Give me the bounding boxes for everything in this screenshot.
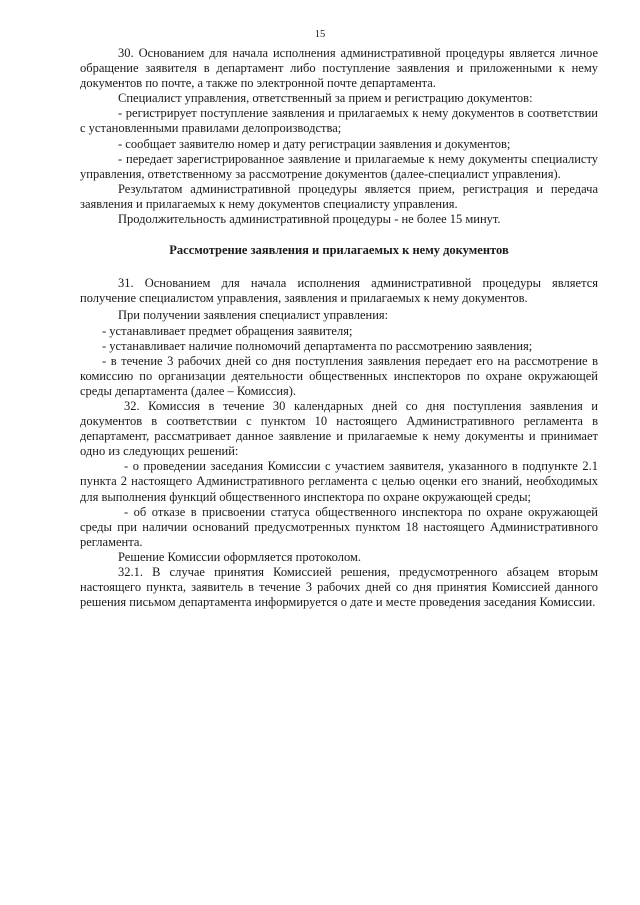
- list-item-authority: - устанавливает наличие полномочий департамента по рассмотрению заявления;: [102, 338, 533, 353]
- paragraph-protocol: Решение Комиссии оформляется протоколом.: [118, 549, 362, 564]
- page-number: 15: [314, 29, 326, 40]
- list-item-commission-transfer: - в течение 3 рабочих дней со дня поступления заявления передает его на рассмотрение в комиссию по организации деятельности общественных инспекторов по охране окружающей среды департамента (далее – Комиссия).: [80, 353, 598, 398]
- list-item-informs-number: - сообщает заявителю номер и дату регистрации заявления и документов;: [118, 136, 511, 151]
- list-item-meeting-decision: - о проведении заседания Комиссии с участием заявителя, указанного в подпункте 2.1 пункта 2 настоящего Административного регламента с целью оценки его знаний, необходимых для выполнения функций общественного инспектора по охране окружающей среды;: [80, 459, 598, 504]
- section-heading: Рассмотрение заявления и прилагаемых к нему документов: [169, 243, 509, 258]
- list-item-registers: - регистрирует поступление заявления и прилагаемых к нему документов в соответствии с установленными правилами делопроизводства;: [80, 106, 598, 136]
- paragraph-32-1: 32.1. В случае принятия Комиссией решения, предусмотренного абзацем вторым настоящего пункта, заявитель в течение 3 рабочих дней со дня принятия Комиссией данного решения письмом департамента информируется о дате и месте проведения заседания Комиссии.: [80, 565, 598, 610]
- document-body: [80, 46, 598, 610]
- list-item-transfers: - передает зарегистрированное заявление и прилагаемые к нему документы специалисту управления, ответственному за рассмотрение документов (далее-специалист управления).: [80, 151, 598, 181]
- list-item-subject: - устанавливает предмет обращения заявителя;: [102, 323, 353, 338]
- paragraph-upon-receipt: При получении заявления специалист управления:: [118, 308, 389, 323]
- paragraph-result: Результатом административной процедуры является прием, регистрация и передача заявления и прилагаемых к нему документов специалисту управления.: [80, 181, 598, 211]
- paragraph-30: 30. Основанием для начала исполнения административной процедуры является личное обращение заявителя в департамент либо поступление заявления и приложенными к нему документов по почте, а также по электронной почте департамента.: [80, 46, 598, 91]
- paragraph-31: 31. Основанием для начала исполнения административной процедуры является получение специалистом управления, заявления и прилагаемых к нему документов.: [80, 276, 598, 306]
- list-item-refusal-decision: - об отказе в присвоении статуса общественного инспектора по охране окружающей среды при наличии оснований предусмотренных пунктом 18 настоящего Административного регламента.: [80, 504, 598, 549]
- paragraph-registration-specialist: Специалист управления, ответственный за прием и регистрацию документов:: [118, 91, 533, 106]
- paragraph-duration: Продолжительность административной процедуры - не более 15 минут.: [118, 212, 501, 227]
- paragraph-32: 32. Комиссия в течение 30 календарных дней со дня поступления заявления и документов в соответствии с пунктом 10 настоящего Административного регламента в департамент, рассматривает данное заявление и прилагаемые к нему документы и принимает одно из следующих решений:: [80, 398, 598, 459]
